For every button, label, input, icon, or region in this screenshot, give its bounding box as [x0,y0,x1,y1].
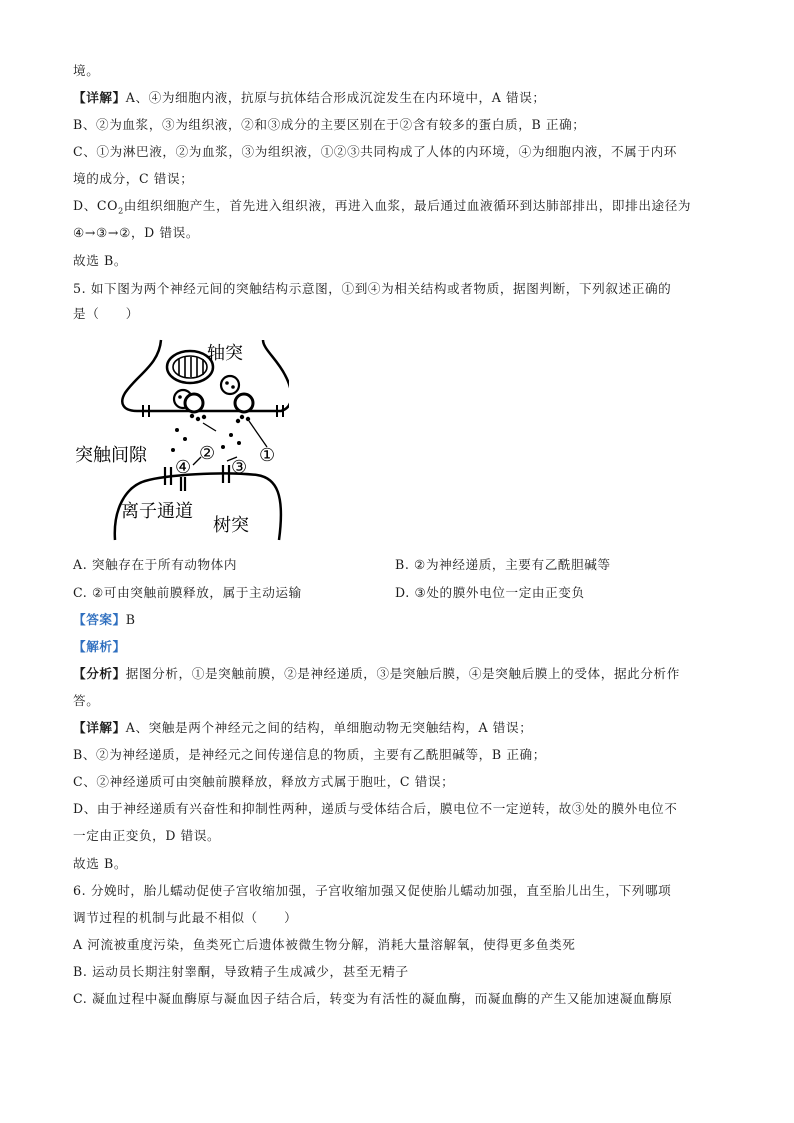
q5-fenxi-line2: 答。 [73,693,100,708]
answer-tag: 【答案】 [73,612,126,627]
leader-1 [249,421,267,447]
detail-text: A、突触是两个神经元之间的结构，单细胞动物无突触结构，A 错误； [125,720,533,735]
detail-tag: 【详解】 [73,90,126,105]
q4-text-line: 境。 [73,63,100,78]
label-marker-4: ④ [175,457,192,478]
q5-option-c: C. ②可由突触前膜释放，属于主动运输 [73,585,302,600]
d-text: 由组织细胞产生，首先进入组织液，再进入血浆，最后通过血液循环到达肺部排出，即排出途径为 [123,198,692,213]
q4-detail-d2: ④→③→②，D 错误。 [73,225,200,240]
q5-detail-b: B、②为神经递质，是神经元之间传递信息的物质，主要有乙酰胆碱等，B 正确； [73,747,546,762]
vesicle-dot [178,395,182,399]
answer-value: B [125,612,136,627]
label-dendrite: 树突 [213,515,249,536]
q6-option-c: C. 凝血过程中凝血酶原与凝血因子结合后，转变为有活性的凝血酶，而凝血酶的产生又能加速凝血酶原 [73,991,673,1006]
fusing-vesicle [185,394,203,412]
mitochondrion-cristae [179,357,203,377]
vesicle [221,376,239,394]
fenxi-tag: 【分析】 [73,666,126,681]
q5-choose: 故选 B。 [73,856,128,871]
q5-answer [73,612,136,628]
label-axon: 轴突 [207,343,243,364]
q4-detail-b: B、②为血浆，③为组织液，②和③成分的主要区别在于②含有较多的蛋白质，B 正确； [73,117,586,132]
synapse-diagram [73,335,289,541]
ion-channel-marks [181,477,185,491]
detail-tag: 【详解】 [73,720,126,735]
axon-membrane [122,340,289,411]
label-synaptic-cleft: 突触间隙 [75,445,147,466]
label-marker-2: ② [199,443,216,464]
mitochondrion-inner [173,356,207,378]
q5-detail-d2: 一定由正变负，D 错误。 [73,828,221,843]
label-marker-1: ① [259,445,276,466]
q5-option-a: A. 突触存在于所有动物体内 [73,557,238,572]
vesicle-dot [225,381,229,385]
q4-choose: 故选 B。 [73,253,128,268]
label-ion-channel: 离子通道 [121,501,193,522]
fusing-vesicle [235,394,253,412]
q5-detail-d1: D、由于神经递质有兴奋性和抑制性两种，递质与受体结合后，膜电位不一定逆转，故③处的膜外电位不 [73,801,678,816]
q6-stem-line1: 6. 分娩时，胎儿蠕动促使子宫收缩加强，子宫收缩加强又促使胎儿蠕动加强，直至胎儿出生，下列哪项 [73,883,672,898]
q5-detail-c: C、②神经递质可由突触前膜释放，释放方式属于胞吐，C 错误； [73,774,455,789]
q5-detail-a [73,720,532,736]
detail-text: A、④为细胞内液，抗原与抗体结合形成沉淀发生在内环境中，A 错误； [125,90,546,105]
q5-option-b: B. ②为神经递质，主要有乙酰胆碱等 [395,557,611,572]
label-marker-3: ③ [231,457,248,478]
q5-option-d: D. ③处的膜外电位一定由正变负 [395,585,585,600]
q4-detail-c2: 境的成分，C 错误； [73,171,194,186]
q5-stem-line1: 5. 如下图为两个神经元间的突触结构示意图，①到④为相关结构或者物质，据图判断，下列叙述正确的 [73,281,672,296]
subscript: 2 [118,206,124,216]
leader-2 [203,423,216,431]
q4-detail-d1 [73,198,691,214]
q5-fenxi-line1 [73,666,680,682]
q5-analysis-tag [73,639,126,655]
q6-option-a: A 河流被重度污染，鱼类死亡后遗体被微生物分解，消耗大量溶解氧，使得更多鱼类死 [73,937,576,952]
vesicle-dot [231,385,235,389]
q4-detail-a [73,90,546,106]
d-prefix: D、CO [73,198,119,213]
q5-stem-line2: 是（ ） [73,306,139,321]
analysis-tag: 【解析】 [73,639,126,654]
q4-detail-c1: C、①为淋巴液，②为血浆，③为组织液，①②③共同构成了人体的内环境，④为细胞内液，不属于内环 [73,144,677,159]
fenxi-text: 据图分析，①是突触前膜，②是神经递质，③是突触后膜，④是突触后膜上的受体，据此分析作 [125,666,680,681]
q6-stem-line2: 调节过程的机制与此最不相似（ ） [73,910,298,925]
q6-option-b: B. 运动员长期注射睾酮，导致精子生成减少，甚至无精子 [73,964,409,979]
